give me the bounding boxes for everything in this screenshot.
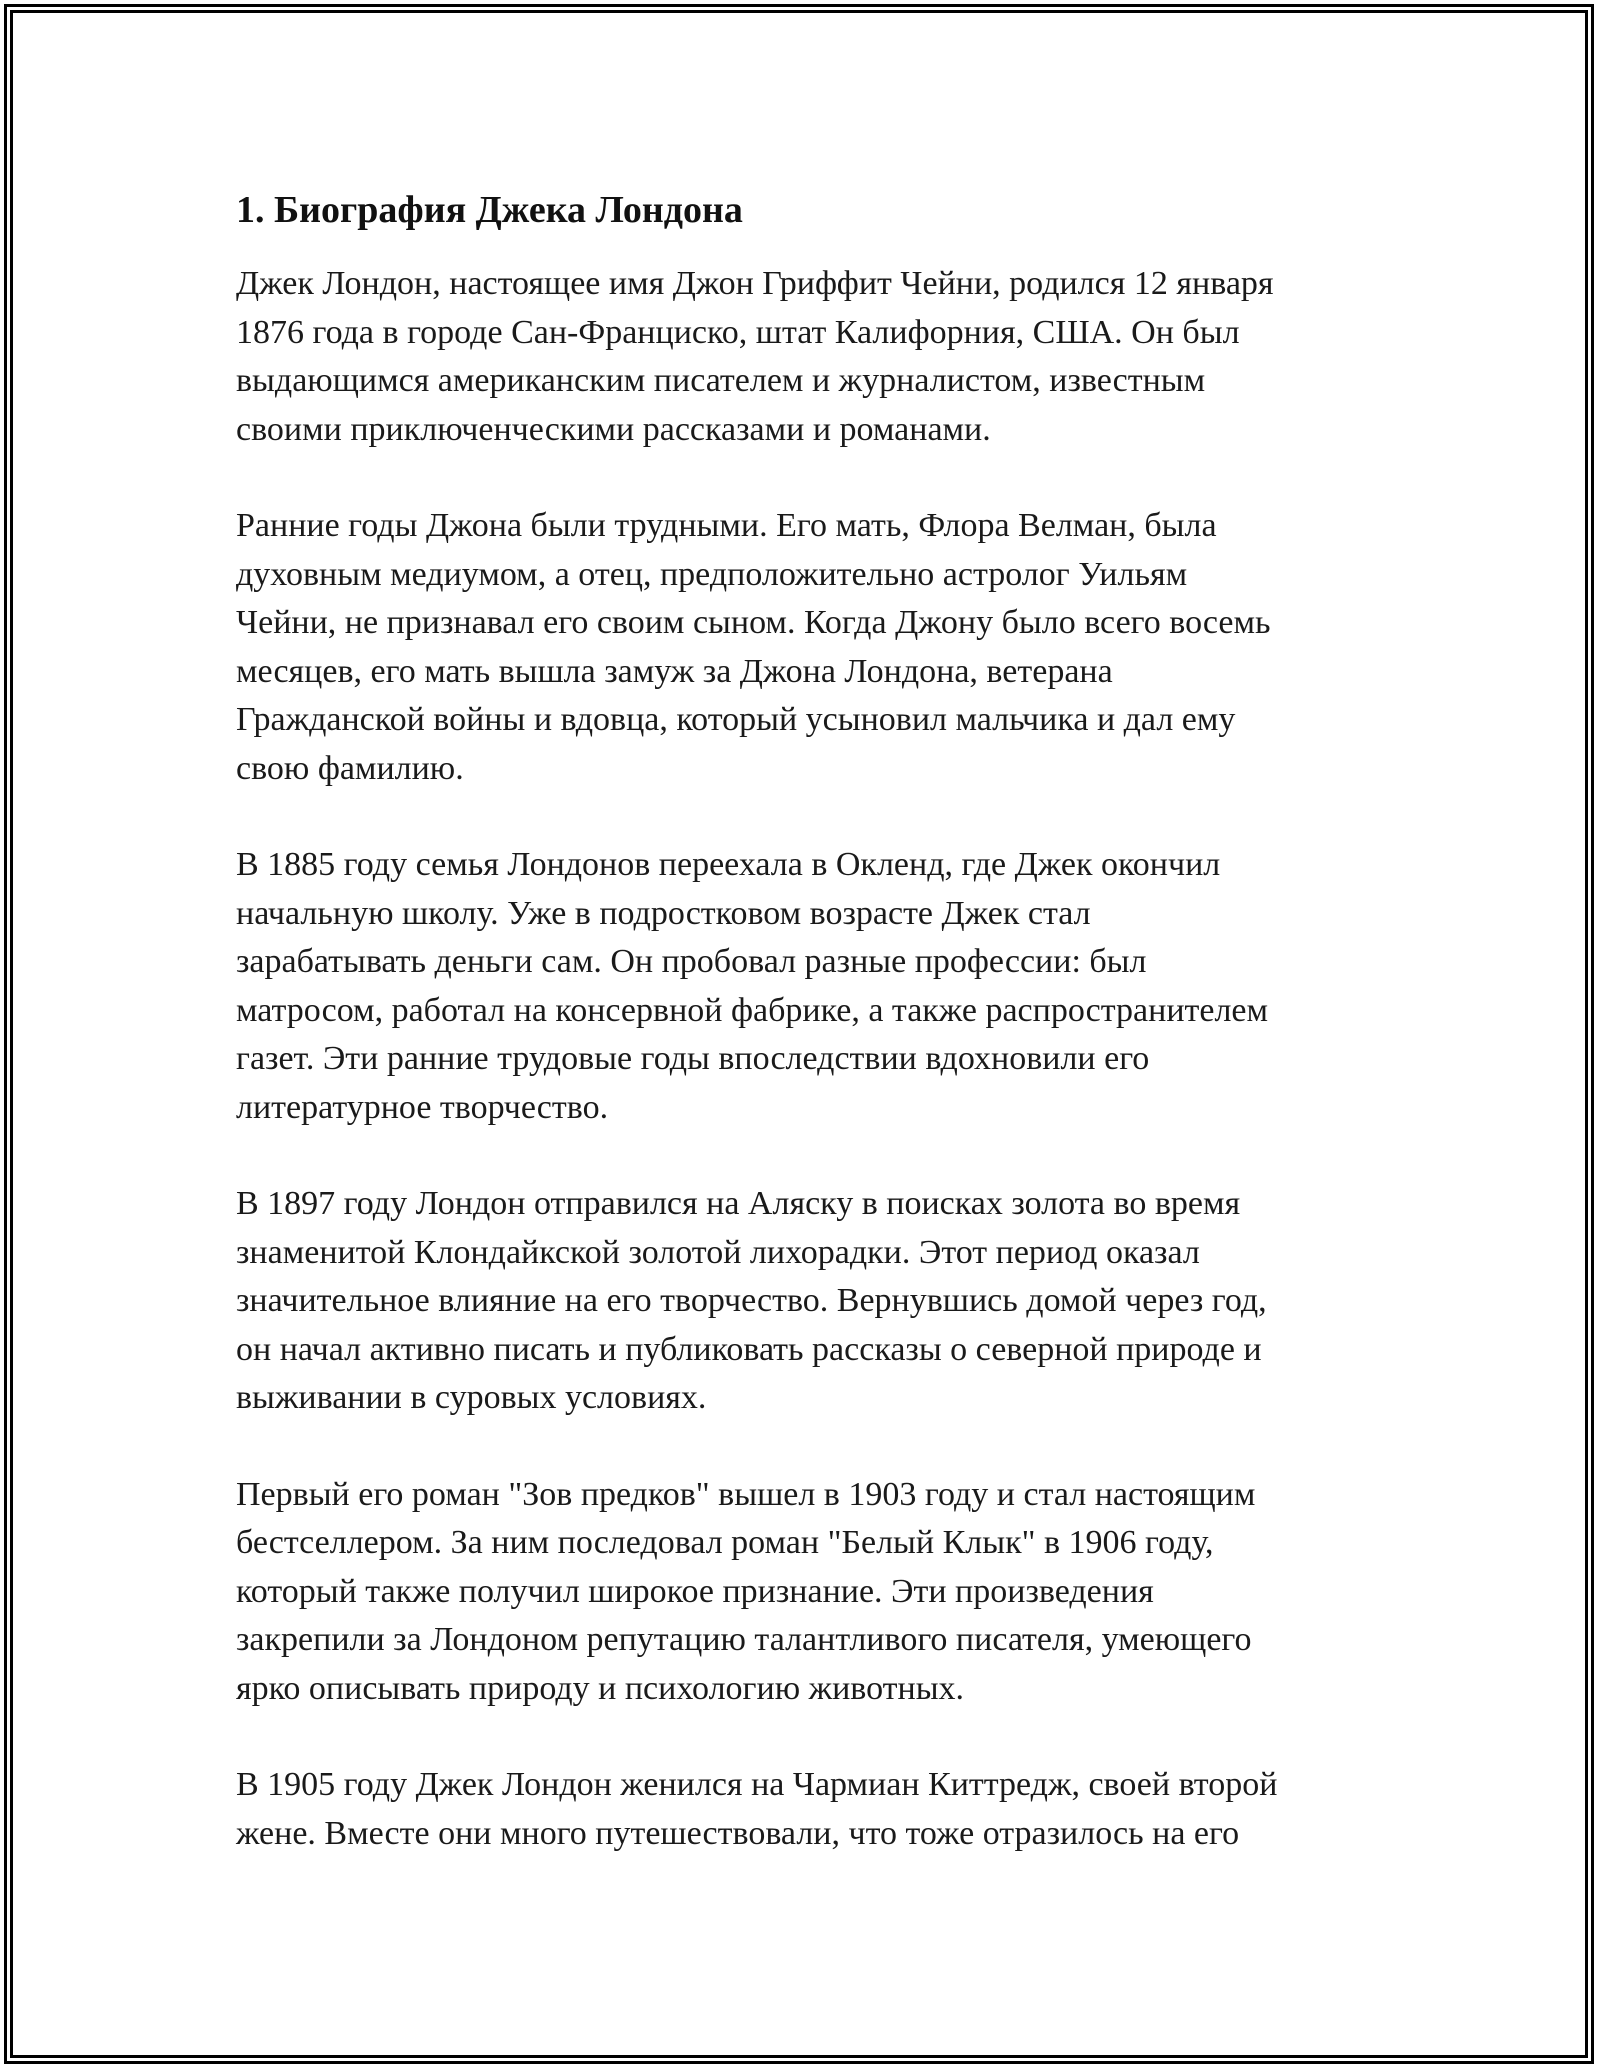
text-line: месяцев, его мать вышла замуж за Джона Лондона, ветерана	[236, 652, 1113, 690]
text-line: Джек Лондон, настоящее имя Джон Гриффит Чейни, родился 12 января	[236, 265, 1274, 302]
text-line: Гражданской войны и вдовца, который усыновил мальчика и дал ему	[236, 701, 1236, 738]
text-line: зарабатывать деньги сам. Он пробовал разные профессии: был	[236, 943, 1147, 980]
paragraph	[236, 1180, 1376, 1423]
text-line: духовным медиумом, а отец, предположительно астролог Уильям	[236, 555, 1188, 593]
text-line: 1876 года в городе Сан-Франциско, штат Калифорния, США. Он был	[236, 313, 1240, 351]
text-line: знаменитой Клондайкской золотой лихорадки. Этот период оказал	[236, 1233, 1200, 1271]
text-line: свою фамилию.	[236, 749, 464, 787]
paragraph	[236, 260, 1376, 454]
text-line: своими приключенческими рассказами и романами.	[236, 410, 991, 448]
text-line: выживании в суровых условиях.	[236, 1379, 707, 1416]
text-line: Первый его роман "Зов предков" вышел в 1903 году и стал настоящим	[236, 1475, 1256, 1513]
document-body	[236, 186, 1376, 1858]
text-line: В 1885 году семья Лондонов переехала в Окленд, где Джек окончил	[236, 846, 1221, 883]
text-line: бестселлером. За ним последовал роман "Белый Клык" в 1906 году,	[236, 1524, 1214, 1561]
paragraph	[236, 1471, 1376, 1714]
paragraph-container	[236, 260, 1376, 1858]
text-line: Чейни, не признавал его своим сыном. Когда Джону было всего восемь	[236, 604, 1271, 641]
text-line: закрепили за Лондоном репутацию талантливого писателя, умеющего	[236, 1621, 1252, 1658]
text-line: начальную школу. Уже в подростковом возрасте Джек стал	[236, 894, 1091, 932]
text-line: газет. Эти ранние трудовые годы впоследствии вдохновили его	[236, 1040, 1150, 1077]
text-line: матросом, работал на консервной фабрике, а также распространителем	[236, 991, 1269, 1029]
text-line: выдающимся американским писателем и журналистом, известным	[236, 362, 1206, 399]
text-line: значительное влияние на его творчество. Вернувшись домой через год,	[236, 1282, 1267, 1319]
paragraph	[236, 502, 1376, 793]
text-line: В 1897 году Лондон отправился на Аляску в поисках золота во время	[236, 1185, 1241, 1222]
text-line: который также получил широкое признание. Эти произведения	[236, 1572, 1154, 1610]
text-line: В 1905 году Джек Лондон женился на Чармиан Киттредж, своей второй	[236, 1766, 1278, 1803]
paragraph	[236, 1761, 1376, 1858]
text-line: литературное творчество.	[236, 1088, 609, 1126]
text-line: жене. Вместе они много путешествовали, что тоже отразилось на его	[236, 1814, 1240, 1852]
text-line: он начал активно писать и публиковать рассказы о северной природе и	[236, 1330, 1262, 1368]
text-line: ярко описывать природу и психологию животных.	[236, 1669, 965, 1707]
section-heading: 1. Биография Джека Лондона	[236, 189, 743, 231]
text-line: Ранние годы Джона были трудными. Его мать, Флора Велман, была	[236, 507, 1217, 544]
paragraph	[236, 841, 1376, 1132]
